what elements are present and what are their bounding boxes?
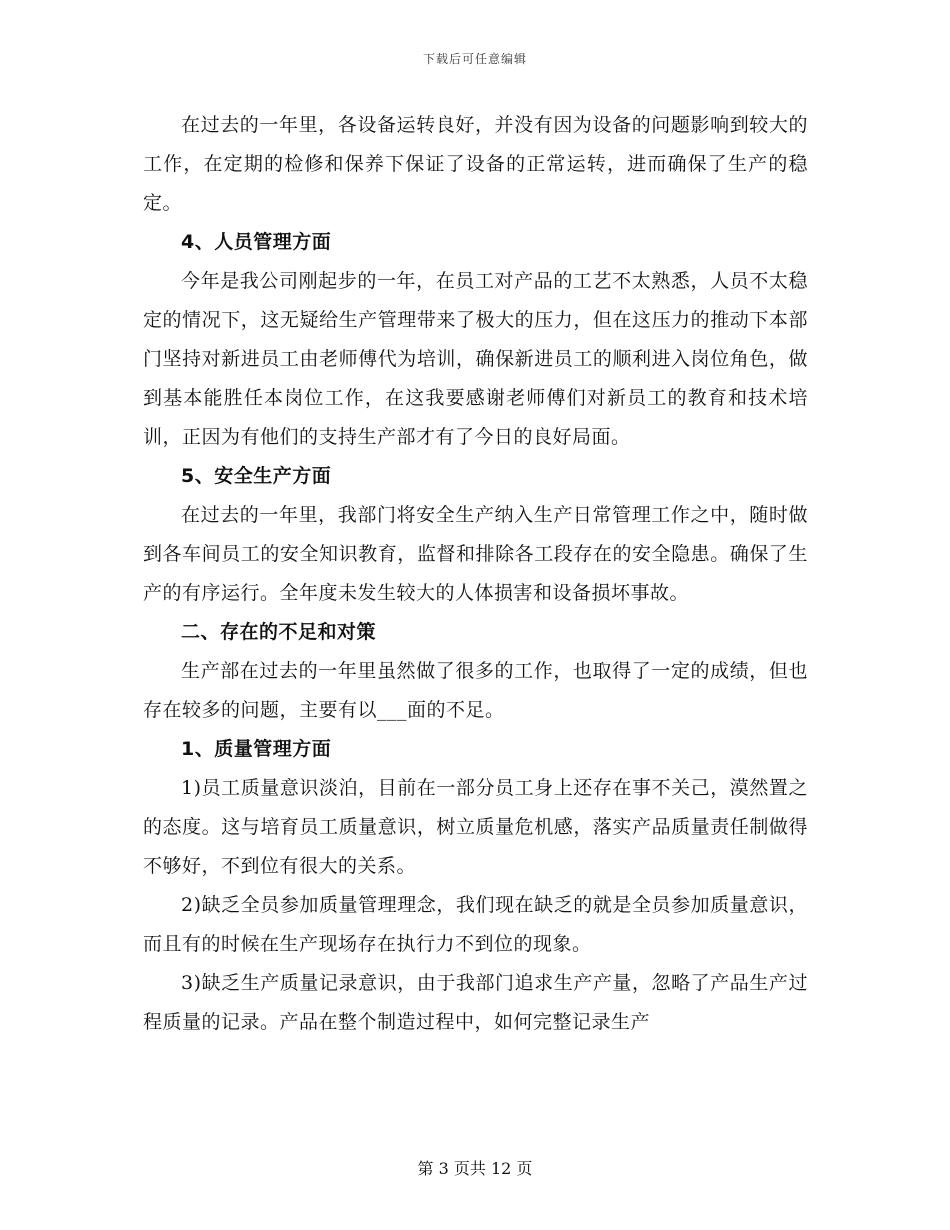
heading-shortcomings: 二、存在的不足和对策 <box>181 621 377 643</box>
paragraph-quality-point-1: 1)员工质量意识淡泊，目前在一部分员工身上还存在事不关己，漠然置之的态度。这与培育员工质量意识，树立质量危机感，落实产品质量责任制做得不够好，不到位有很大的关系。 <box>143 777 808 877</box>
page-footer: 第 3 页共 12 页 <box>417 1159 533 1178</box>
paragraph-equipment-summary: 在过去的一年里，各设备运转良好，并没有因为设备的问题影响到较大的工作，在定期的检修和保养下保证了设备的正常运转，进而确保了生产的稳定。 <box>143 114 808 214</box>
page-header: 下载后可任意编辑 <box>422 52 527 66</box>
document-body <box>143 106 808 1042</box>
paragraph-safety-production: 在过去的一年里，我部门将安全生产纳入生产日常管理工作之中，随时做到各车间员工的安全知识教育，监督和排除各工段存在的安全隐患。确保了生产的有序运行。全年度未发生较大的人体损害和设备损坏事故。 <box>143 504 808 604</box>
heading-safety-production: 5、安全生产方面 <box>181 465 332 487</box>
heading-personnel-management: 4、人员管理方面 <box>181 231 332 253</box>
paragraph-quality-point-3: 3)缺乏生产质量记录意识，由于我部门追求生产产量，忽略了产品生产过程质量的记录。产品在整个制造过程中，如何完整记录生产 <box>143 972 808 1033</box>
paragraph-quality-point-2: 2)缺乏全员参加质量管理理念，我们现在缺乏的就是全员参加质量意识，而且有的时候在生产现场存在执行力不到位的现象。 <box>143 894 808 955</box>
heading-quality-management: 1、质量管理方面 <box>181 738 332 760</box>
paragraph-personnel-management: 今年是我公司刚起步的一年，在员工对产品的工艺不太熟悉，人员不太稳定的情况下，这无疑给生产管理带来了极大的压力，但在这压力的推动下本部门坚持对新进员工由老师傅代为培训，确保新进员工的顺利进入岗位角色，做到基本能胜任本岗位工作，在这我要感谢老师傅们对新员工的教育和技术培训，正因为有他们的支持生产部才有了今日的良好局面。 <box>143 270 808 448</box>
paragraph-shortcomings-intro: 生产部在过去的一年里虽然做了很多的工作，也取得了一定的成绩，但也存在较多的问题，主要有以___面的不足。 <box>143 660 808 721</box>
